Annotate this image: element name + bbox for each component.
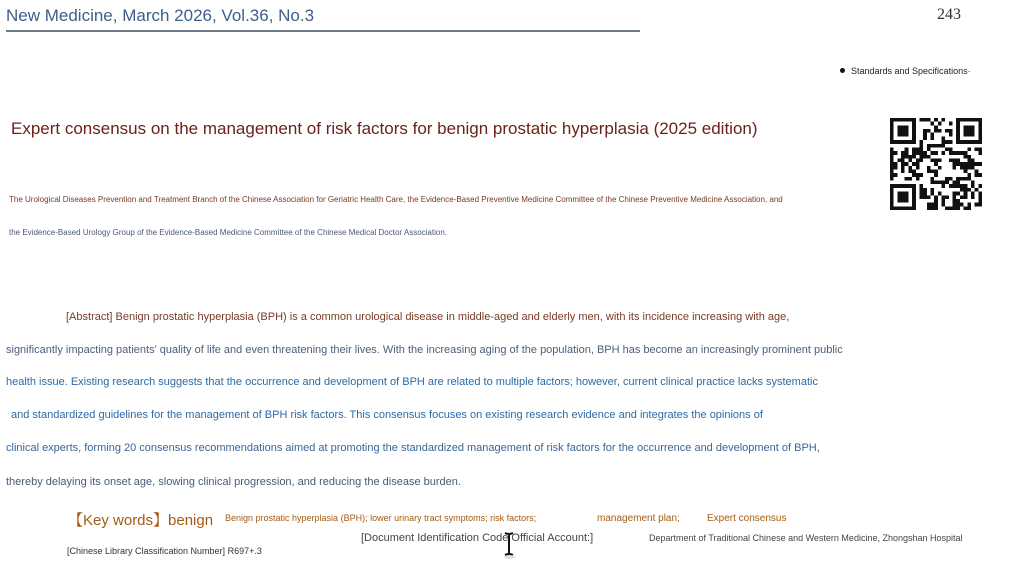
qr-code-icon bbox=[890, 118, 982, 210]
abstract-line: clinical experts, forming 20 consensus recommendations aimed at promoting the standardized management of risk factors for the occurrence and development of BPH, bbox=[6, 442, 820, 454]
section-label bbox=[840, 66, 971, 76]
bullet-icon bbox=[840, 68, 845, 73]
header-rule bbox=[6, 30, 640, 32]
abstract-line: thereby delaying its onset age, slowing clinical progression, and reducing the disease burden. bbox=[6, 476, 461, 488]
journal-header: New Medicine, March 2026, Vol.36, No.3 bbox=[6, 6, 315, 25]
article-title: Expert consensus on the management of risk factors for benign prostatic hyperplasia (2025 edition) bbox=[11, 119, 758, 138]
keywords-label: 【Key words】benign bbox=[68, 512, 214, 529]
authors-line-2: the Evidence-Based Urology Group of the Evidence-Based Medicine Committee of the Chinese Medical Doctor Association. bbox=[9, 228, 448, 237]
abstract-line: [Abstract] Benign prostatic hyperplasia (BPH) is a common urological disease in middle-aged and elderly men, with its incidence increasing with age, bbox=[66, 311, 790, 323]
abstract-line: significantly impacting patients' quality of life and even threatening their lives. With the increasing aging of the population, BPH has become an increasingly prominent public bbox=[6, 344, 843, 356]
authors-line-1: The Urological Diseases Prevention and Treatment Branch of the Chinese Association for Geriatric Health Care, the Evidence-Based Preventive Medicine Committee of the Chinese Preventive Medicine Association, and bbox=[9, 195, 783, 204]
page-number: 243 bbox=[937, 6, 961, 23]
classification-number: [Chinese Library Classification Number] R697+.3 bbox=[67, 546, 262, 556]
keywords-part-3: Expert consensus bbox=[707, 513, 787, 524]
keywords-part-1: Benign prostatic hyperplasia (BPH); lower urinary tract symptoms; risk factors; bbox=[225, 513, 537, 523]
abstract-line: and standardized guidelines for the management of BPH risk factors. This consensus focuses on existing research evidence and integrates the opinions of bbox=[11, 409, 763, 421]
department-text: Department of Traditional Chinese and Western Medicine, Zhongshan Hospital bbox=[649, 533, 963, 543]
keywords-part-2: management plan; bbox=[597, 513, 680, 524]
text-cursor-icon bbox=[500, 530, 518, 560]
section-text: Standards and Specifications· bbox=[851, 66, 971, 76]
document-id-code: [Document Identification Code Official Account:] bbox=[361, 532, 594, 544]
abstract-line: health issue. Existing research suggests that the occurrence and development of BPH are related to multiple factors; however, current clinical practice lacks systematic bbox=[6, 376, 818, 388]
